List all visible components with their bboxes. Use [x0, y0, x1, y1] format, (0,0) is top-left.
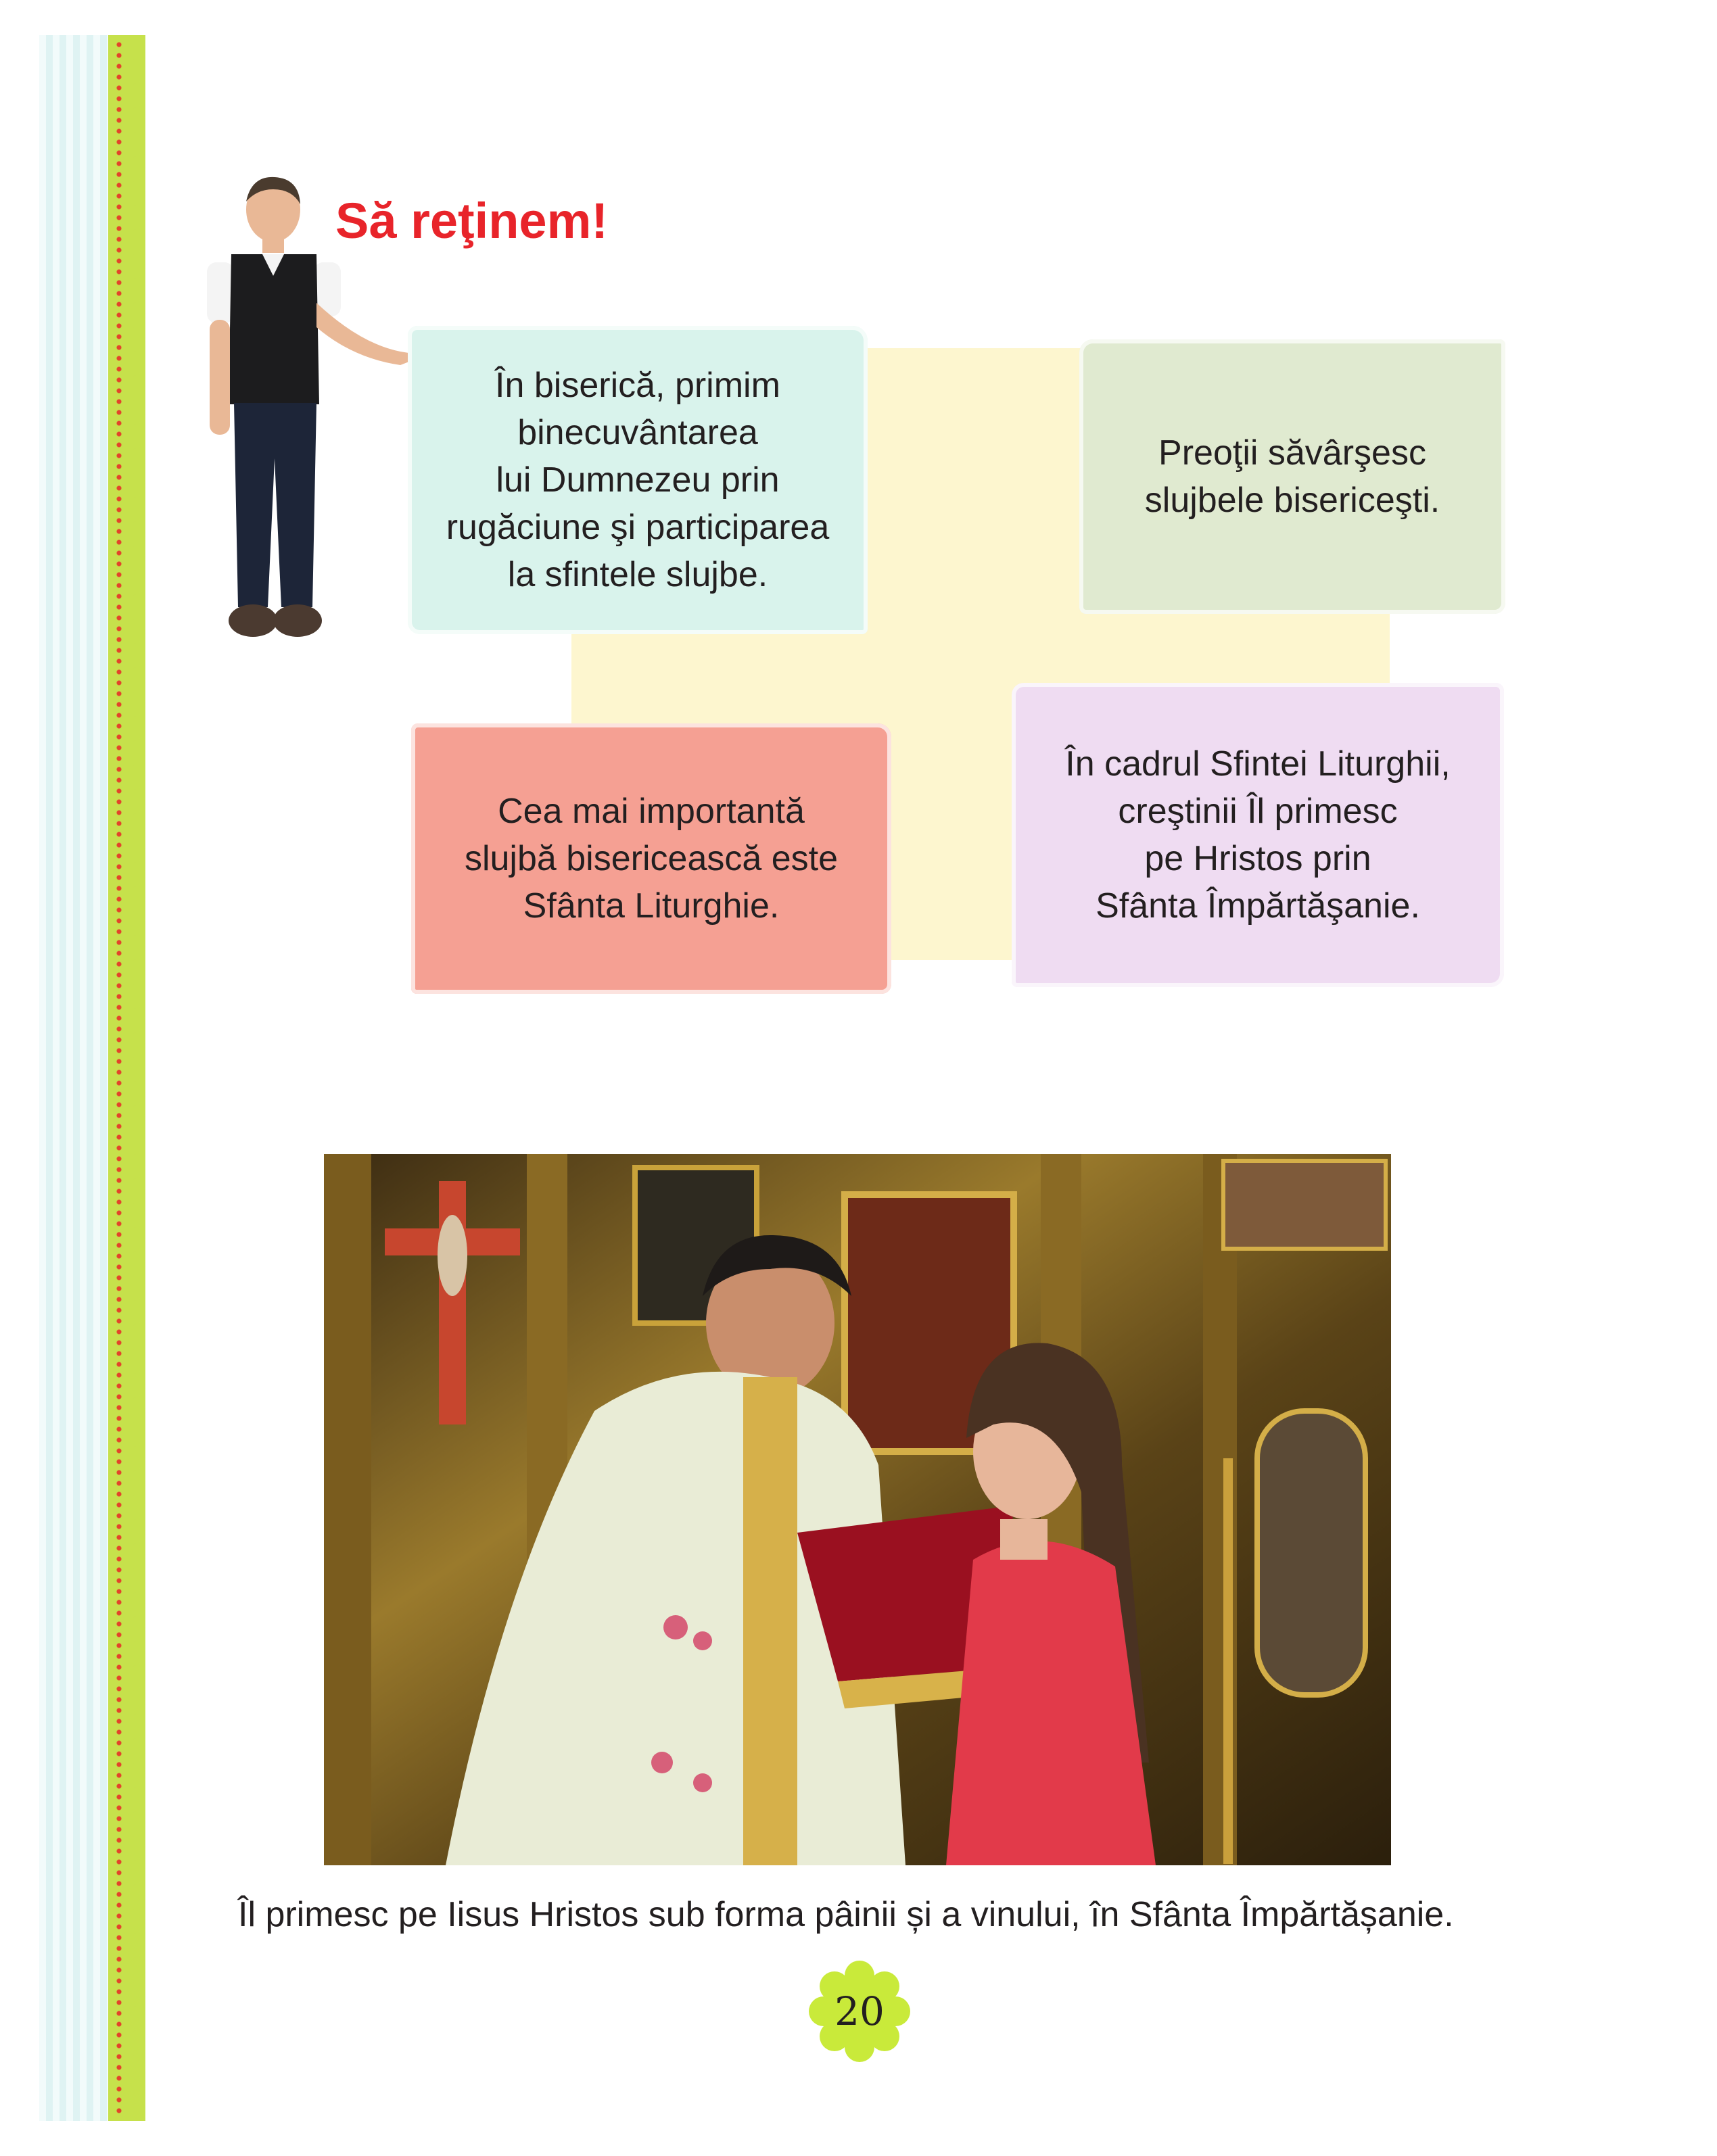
note-card-communion — [1012, 683, 1504, 987]
note-card-text: Cea mai importantă slujbă bisericească este Sfânta Liturghie. — [464, 792, 839, 926]
page-number-badge — [809, 1961, 910, 2062]
photo-caption: Îl primesc pe Iisus Hristos sub forma pâinii și a vinului, în Sfânta Împărtășanie. — [238, 1895, 1454, 1934]
dotted-red-line — [116, 39, 122, 2118]
note-card-blessing — [408, 326, 868, 634]
scalloped-green-border — [108, 35, 145, 2121]
note-card-text: În cadrul Sfintei Liturghii, creştinii Îl primesc pe Hristos prin Sfânta Împărtăşanie. — [1065, 744, 1451, 926]
note-card-text: Preoţii săvârşesc slujbele bisericeşti. — [1144, 433, 1440, 520]
note-card-text: În biserică, primim binecuvântarea lui Dumnezeu prin rugăciune şi participarea la sfintele slujbe. — [446, 366, 830, 594]
left-stripes-decoration — [39, 35, 114, 2121]
communion-photo — [324, 1154, 1391, 1865]
section-title: Să reţinem! — [335, 193, 609, 249]
note-card-liturgy — [411, 723, 891, 994]
page-number: 20 — [834, 1988, 885, 2034]
note-card-priests — [1079, 339, 1505, 614]
